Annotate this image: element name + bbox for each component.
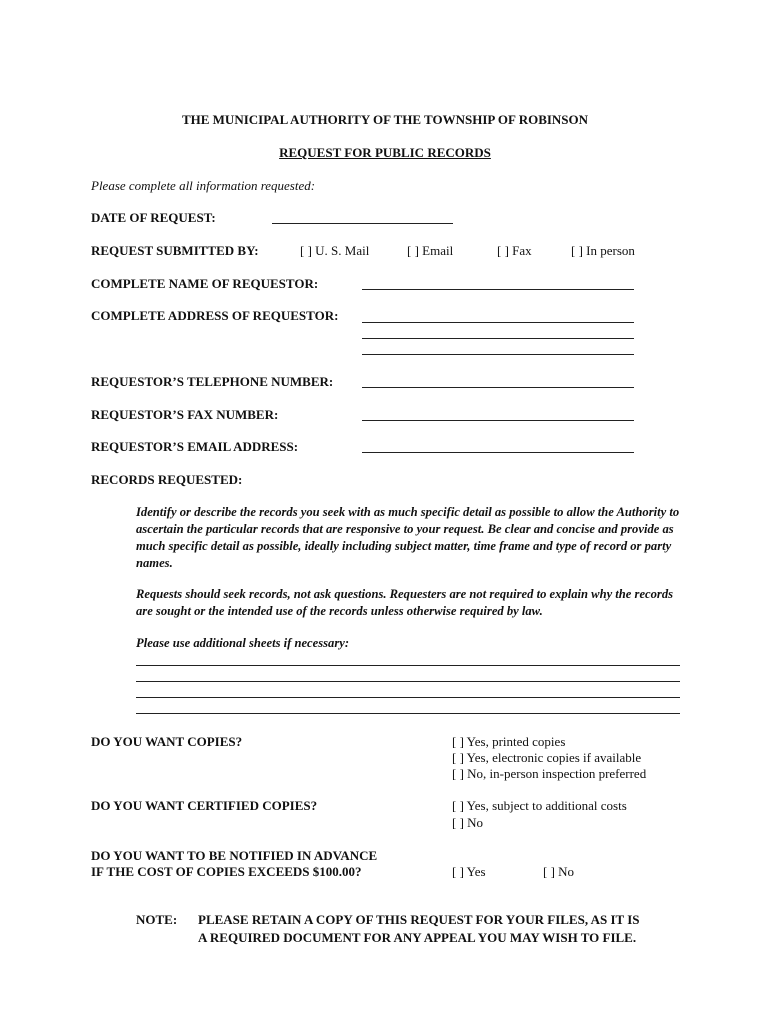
records-input-line-1[interactable]	[136, 665, 680, 666]
certified-option-no[interactable]: [ ] No	[452, 815, 484, 830]
records-input-line-2[interactable]	[136, 681, 680, 682]
authority-title: THE MUNICIPAL AUTHORITY OF THE TOWNSHIP OF ROBINSON	[181, 112, 589, 127]
form-title: REQUEST FOR PUBLIC RECORDS	[279, 145, 491, 160]
notify-option-no[interactable]: [ ] No	[543, 864, 575, 879]
option-email[interactable]: [ ] Email	[407, 243, 454, 258]
date-label: DATE OF REQUEST:	[91, 210, 216, 225]
fax-label: REQUESTOR’S FAX NUMBER:	[91, 407, 279, 422]
address-input-line-2[interactable]	[362, 338, 634, 339]
note-line-2: A REQUIRED DOCUMENT FOR ANY APPEAL YOU MAY WISH TO FILE.	[198, 930, 637, 945]
option-in-person[interactable]: [ ] In person	[571, 243, 635, 258]
phone-label: REQUESTOR’S TELEPHONE NUMBER:	[91, 374, 334, 389]
notify-label-line-2: IF THE COST OF COPIES EXCEEDS $100.00?	[91, 864, 362, 879]
certified-option-yes[interactable]: [ ] Yes, subject to additional costs	[452, 798, 627, 813]
records-input-line-3[interactable]	[136, 697, 680, 698]
copies-option-inspection[interactable]: [ ] No, in-person inspection preferred	[452, 766, 647, 781]
notify-label-line-1: DO YOU WANT TO BE NOTIFIED IN ADVANCE	[91, 848, 378, 863]
copies-label: DO YOU WANT COPIES?	[91, 734, 243, 749]
address-input-line-3[interactable]	[362, 354, 634, 355]
records-instructions-paragraph: Identify or describe the records you seek with as much specific detail as possible to allow the Authority to ascertain the particular records that are responsive to your request. Be clear and concise and provide as much specific detail as possible, ideally including subject matter, time frame and type of record or party names.	[136, 505, 680, 570]
note-label: NOTE:	[136, 912, 178, 927]
instruction-text: Please complete all information requested:	[91, 178, 316, 193]
additional-sheets-text: Please use additional sheets if necessary:	[136, 636, 350, 650]
name-label: COMPLETE NAME OF REQUESTOR:	[91, 276, 319, 291]
email-input-line[interactable]	[362, 452, 634, 453]
email-label: REQUESTOR’S EMAIL ADDRESS:	[91, 439, 299, 454]
records-questions-paragraph: Requests should seek records, not ask questions. Requesters are not required to explain why the records are sought or the intended use of the records unless otherwise required by law.	[136, 587, 674, 618]
option-fax[interactable]: [ ] Fax	[497, 243, 532, 258]
name-input-line[interactable]	[362, 289, 634, 290]
certified-label: DO YOU WANT CERTIFIED COPIES?	[91, 798, 318, 813]
address-input-line-1[interactable]	[362, 322, 634, 323]
option-us-mail[interactable]: [ ] U. S. Mail	[300, 243, 370, 258]
copies-option-electronic[interactable]: [ ] Yes, electronic copies if available	[452, 750, 642, 765]
submitted-by-label: REQUEST SUBMITTED BY:	[91, 243, 259, 258]
records-input-line-4[interactable]	[136, 713, 680, 714]
note-line-1: PLEASE RETAIN A COPY OF THIS REQUEST FOR YOUR FILES, AS IT IS	[198, 912, 640, 927]
address-label: COMPLETE ADDRESS OF REQUESTOR:	[91, 308, 339, 323]
phone-input-line[interactable]	[362, 387, 634, 388]
notify-option-yes[interactable]: [ ] Yes	[452, 864, 486, 879]
copies-option-printed[interactable]: [ ] Yes, printed copies	[452, 734, 566, 749]
date-input-line[interactable]	[272, 223, 453, 224]
fax-input-line[interactable]	[362, 420, 634, 421]
records-label: RECORDS REQUESTED:	[91, 472, 243, 487]
